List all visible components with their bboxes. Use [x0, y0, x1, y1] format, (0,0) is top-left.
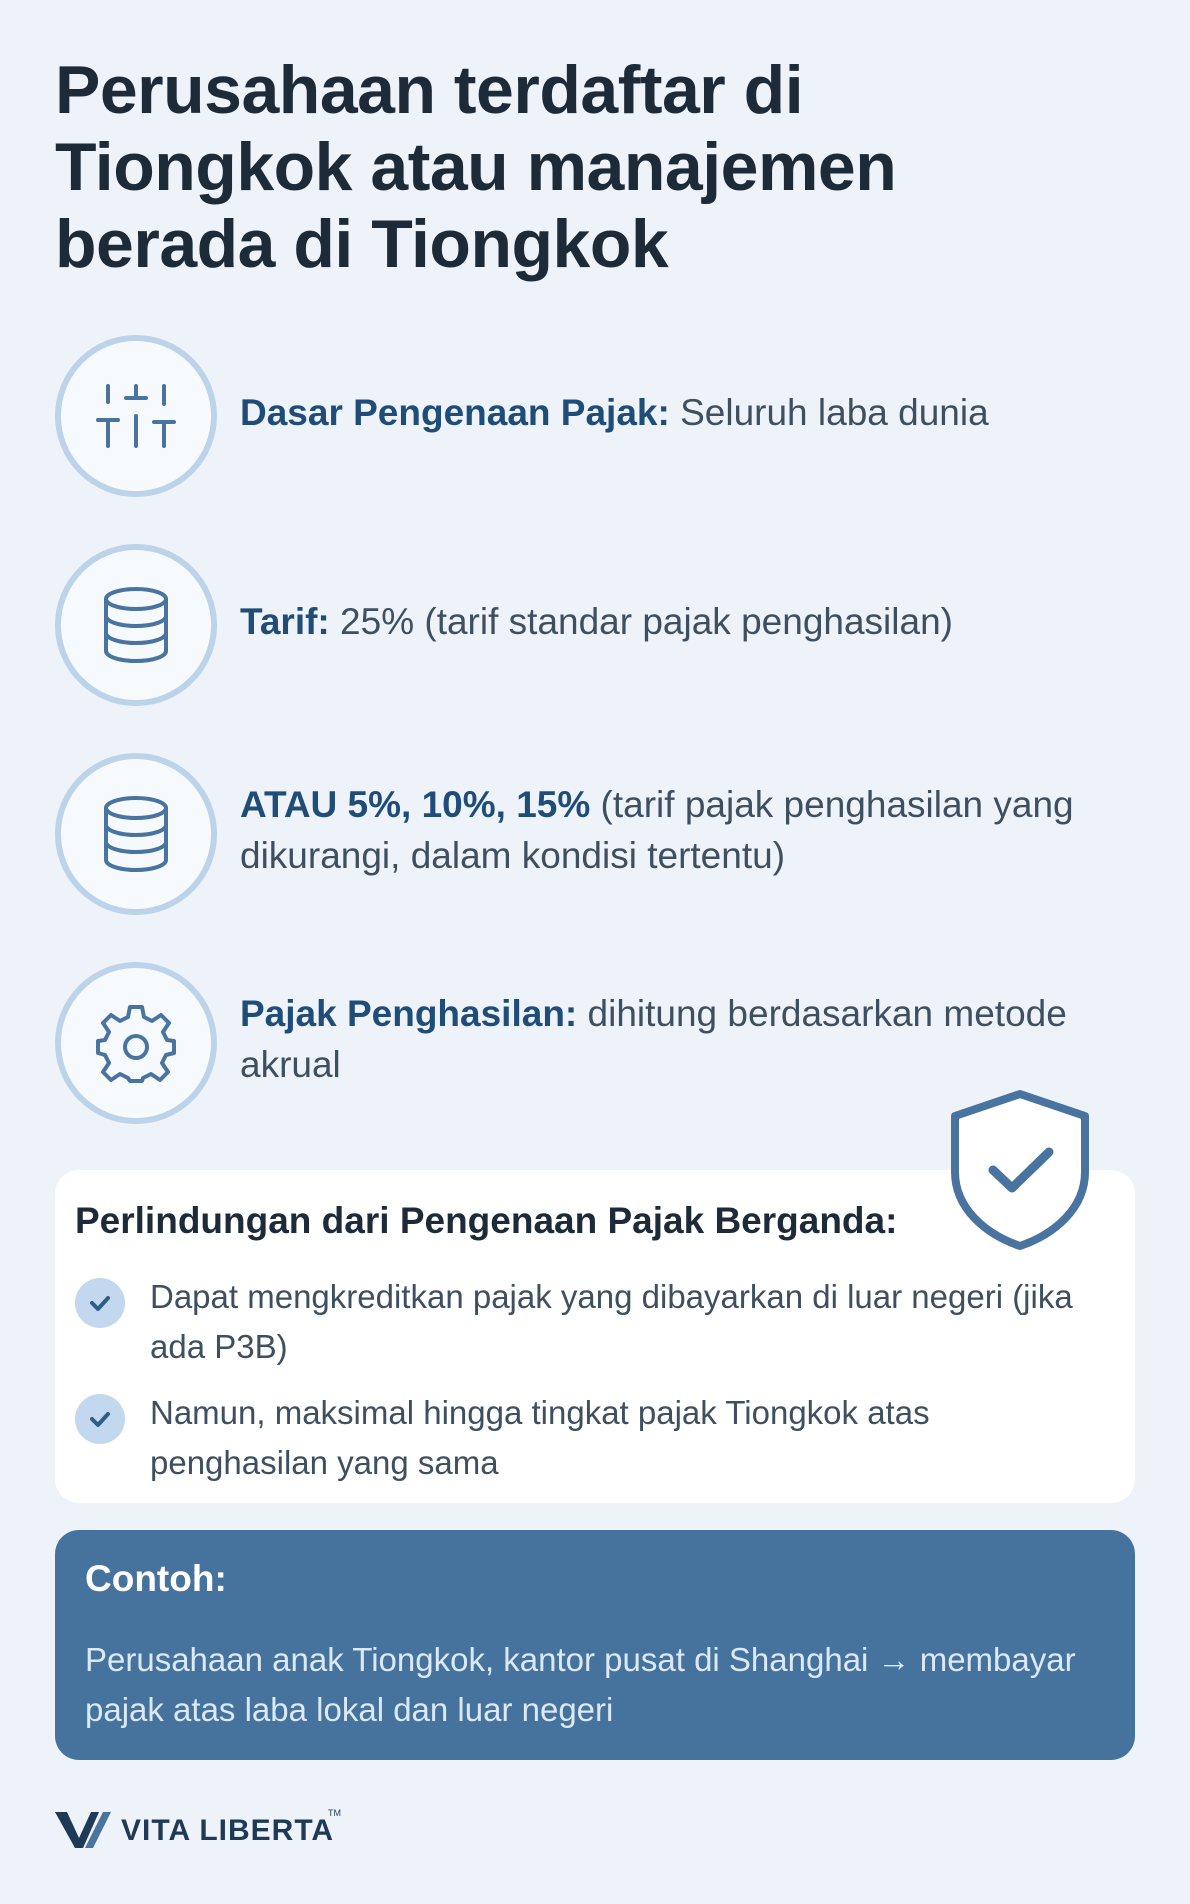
item-label: Dasar Pengenaan Pajak:	[240, 392, 670, 433]
double-taxation-protection-card	[55, 1170, 1135, 1503]
check-icon	[75, 1394, 125, 1444]
info-item-reduced-rate	[55, 753, 1155, 913]
example-text: Perusahaan anak Tiongkok, kantor pusat di Shanghai → membayar pajak atas laba lokal dan luar negeri	[85, 1641, 1076, 1728]
info-item-tax-base	[55, 335, 1155, 495]
vita-liberta-logo-icon	[55, 1808, 111, 1852]
bullet-text: Namun, maksimal hingga tingkat pajak Tiongkok atas penghasilan yang sama	[150, 1394, 930, 1481]
item-text	[240, 596, 1120, 647]
info-item-rate	[55, 544, 1155, 704]
item-label: ATAU 5%, 10%, 15%	[240, 784, 591, 825]
item-text	[240, 387, 1120, 438]
database-icon	[94, 792, 178, 876]
check-icon	[75, 1278, 125, 1328]
item-label: Pajak Penghasilan:	[240, 993, 578, 1034]
item-value: dihitung berdasarkan metode akrual	[240, 993, 1067, 1085]
bullet-text: Dapat mengkreditkan pajak yang dibayarkan di luar negeri (jika ada P3B)	[150, 1278, 1073, 1365]
brand-name: VITA LIBERTA	[121, 1814, 335, 1847]
gear-icon	[94, 1001, 178, 1085]
item-value: Seluruh laba dunia	[669, 392, 989, 433]
item-value: 25% (tarif standar pajak penghasilan)	[329, 601, 953, 642]
card-title: Perlindungan dari Pengenaan Pajak Berganda:	[75, 1200, 898, 1241]
database-icon	[94, 583, 178, 667]
item-text	[240, 779, 1120, 881]
icon-circle	[55, 544, 217, 706]
item-text	[240, 988, 1120, 1090]
item-value: (tarif pajak penghasilan yang dikurangi, dalam kondisi tertentu)	[240, 784, 1074, 876]
trademark-mark: TM	[328, 1808, 341, 1818]
shield-check-icon	[945, 1088, 1095, 1253]
icon-circle	[55, 753, 217, 915]
item-label: Tarif:	[240, 601, 330, 642]
sliders-icon	[94, 374, 178, 458]
page-title: Perusahaan terdaftar di Tiongkok atau manajemen berada di Tiongkok	[55, 52, 897, 282]
icon-circle	[55, 962, 217, 1124]
example-title: Contoh:	[85, 1558, 227, 1599]
example-card	[55, 1530, 1135, 1760]
icon-circle	[55, 335, 217, 497]
